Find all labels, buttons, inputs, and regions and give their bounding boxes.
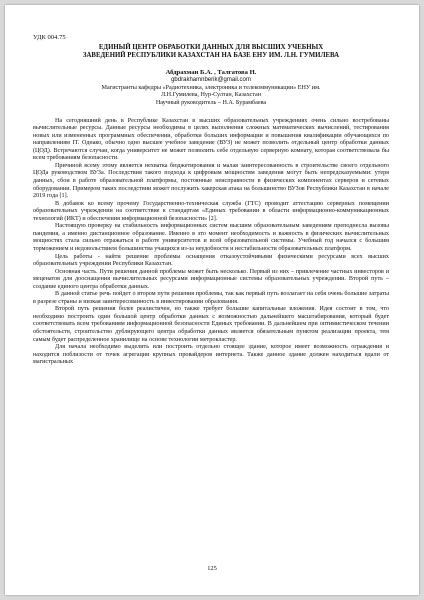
paragraph: Для начала необходимо выделить или построить отдельно стоящее здание, которое имеет возможность ограждения и находится поблизости от точек агрегации крупных провайдеров интернета. Также данное здание должен находиться вдали от магистральных: [33, 344, 389, 366]
paragraph: Настоящую проверку на стабильность информационных систем высшим образовательным заведениям преподнесла вызовы пандемия, а именно дистанционное образование. Именно в это момент необходимость и важность в физических вычислительных мощностях стала сильно отражаться в работе университетов и всей образовательной системы. Учебный год начался с большим торможением и недовольствием большинства учащихся из-за неудобности и нестабильности образовательных платформ.: [33, 223, 389, 252]
udk-code: УДК 004.75: [33, 34, 66, 41]
author-email: gbdrakhamnberik@gmail.com: [171, 76, 251, 83]
authors: Абдрахман Б.А. , Талгатова Н.: [165, 68, 257, 76]
title-line: ЕДИНЫЙ ЦЕНТР ОБРАБОТКИ ДАННЫХ ДЛЯ ВЫСШИХ УЧЕБНЫХ: [98, 43, 324, 51]
document-page: [5, 5, 419, 595]
affiliation-line: Магистранты кафедры «Радиотехника, электроника и телекоммуникации» ЕНУ им.: [101, 84, 321, 91]
paragraph: Цель работы - найти решение проблемы оснащения отказоустойчивыми физическими ресурсами всех высших образовательных учреждении Республики Казахстан.: [33, 253, 389, 268]
article-body: [33, 34, 389, 367]
paragraph: Причиной всему этому является нехватка бюджетирования и малая заинтересованность в строительстве своего отдельного ЦОДа руководством ВУЗа. Последствия такого подхода к цифровым мощностям заведения могут быть непредсказуемыми: утеря данных, сбои в работе образовательной платформы, постоянные неисправности в физических компонентах серверов и сетевых оборудовании. Примером таких последствии может послужить хакерская атака на большинство ВУЗов Республики Казахстан в начале 2019 года [1].: [33, 162, 389, 200]
paragraph: Основная часть. Пути решения данной проблемы может быть несколько. Первый из них – привлечение частных инвесторов и меценатов для дооснащения вычислительных ресурсами информационные системы образовательных учреждении. Второй путь – создание единого центра обработки данных.: [33, 268, 389, 290]
paragraph: На сегодняшний день в Республике Казахстан в высших образовательных учреждениях очень сильно востребованы вычислительные ресурсы. Данные ресурсы необходимы в целях выполнения сложных математических вычислений, тестирования новых или измененных программных обеспечении, обработки больших информации и повышения квалификации обучающихся по направлениям IT. Однако, обычно одно высшее учебное заведение (ВУЗ) не может позволить отдельный центр обработки данных (ЦОД). Встречаются случаи, когда университет не может позволить себе отдельную серверную комнату, которая соответствовала бы всем требованиям безопасности.: [33, 117, 389, 162]
page-number: 125: [207, 565, 217, 572]
title-line: ЗАВЕДЕНИЙ РЕСПУБЛИКИ КАЗАХСТАН НА БАЗЕ ЕНУ ИМ. Л.Н. ГУМИЛЕВА: [82, 51, 340, 59]
affiliation-line: Л.Н.Гумилева, Нур-Султан, Казахстан: [160, 92, 262, 99]
supervisor: Научный руководитель – Н.А. Бурамбаева: [155, 99, 267, 106]
paragraph: В данной статье речь пойдет о втором пути решения проблемы, так как первый путь возлагает на себя очень большие затраты в разрезе страны и низкая заинтересованность в инвестировании образования.: [33, 291, 389, 305]
article-title: [33, 44, 389, 60]
paragraph: Второй путь решения более реалистичен, но также требует большие капитальные вложения. Идея состоит в том, что необходимо построить один большой центр обработки данных с возможностью дальнейшего масштабирования, который будет соответствовать всем требованиям информационной безопасности Единых требовании. В дальнейшем при оптимистическом течении обстоятельств, строительство дублирующего центра обработки данных является обязательным пунктом реализации проекта, тем самым будет распределенное хранилище на основе технологии метрокластер.: [33, 306, 389, 343]
paragraph: В добавок ко всему прочему Государственно-техническая служба (ГТС) проводит аттестацию серверных помещении образовательных учреждении на соответствие к стандартам «Единых требовании в области информационно-коммуникационных технологий (ИКТ) и обеспечения информационной безопасности» [2].: [33, 200, 389, 222]
